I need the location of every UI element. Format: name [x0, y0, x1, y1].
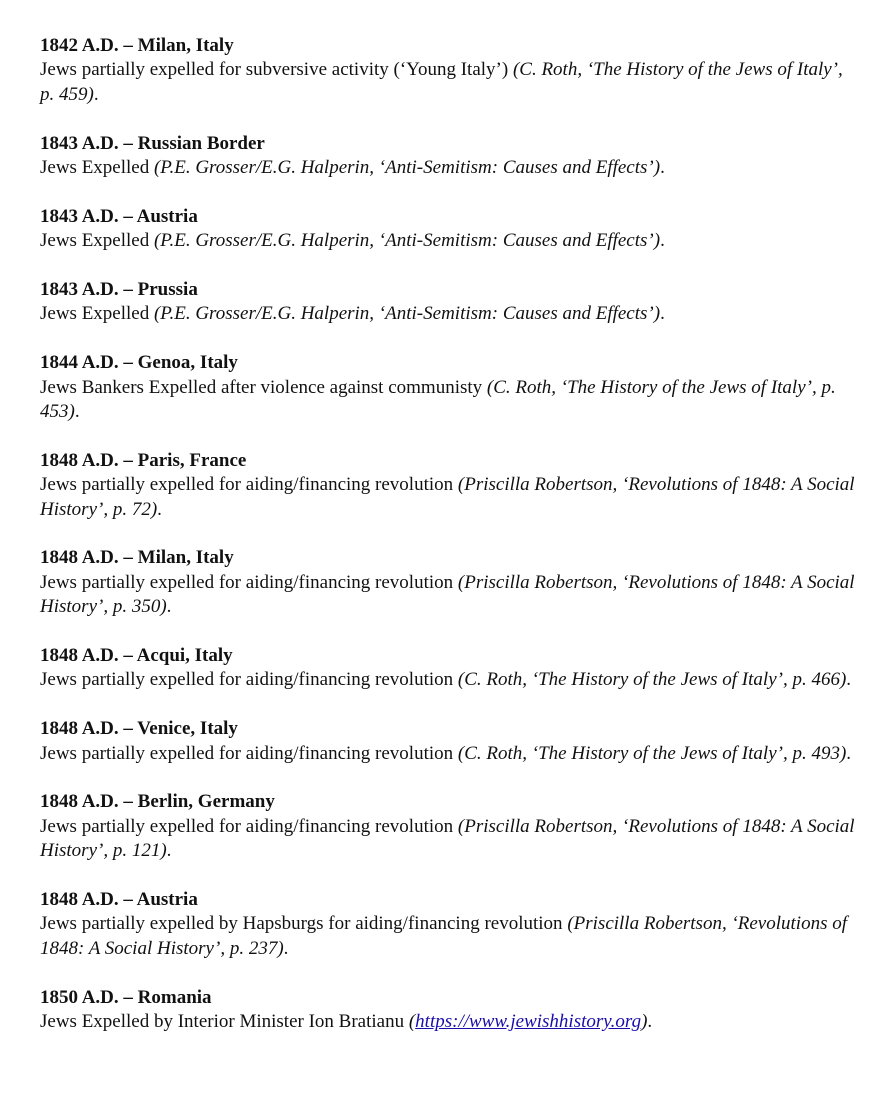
entry-end: .	[157, 498, 162, 520]
entry-citation: (P.E. Grosser/E.G. Halperin, ‘Anti-Semitism: Causes and Effects’)	[153, 157, 661, 179]
entry	[40, 351, 855, 424]
entry-citation: (P.E. Grosser/E.G. Halperin, ‘Anti-Semitism: Causes and Effects’)	[153, 230, 661, 252]
entry-citation: (C. Roth, ‘The History of the Jews of Italy’, p. 453)	[40, 376, 836, 423]
entry-end: .	[660, 303, 665, 325]
entry	[40, 205, 855, 254]
entry-text: Jews Expelled	[40, 303, 154, 325]
entry	[40, 888, 855, 961]
entry-text: Jews Bankers Expelled after violence against communisty	[40, 376, 487, 398]
entry-text: Jews partially expelled for aiding/financing revolution	[40, 815, 458, 837]
entry-end: .	[647, 1011, 653, 1033]
entry-citation: (C. Roth, ‘The History of the Jews of Italy’, p. 493)	[457, 742, 847, 764]
entry-citation: (Priscilla Robertson, ‘Revolutions of 1848: A Social History’, p. 237)	[40, 913, 847, 959]
entry-text: Jews partially expelled for aiding/financing revolution	[40, 474, 458, 496]
entry	[40, 790, 855, 863]
entry-heading: 1848 A.D. – Milan, Italy	[40, 547, 234, 569]
entry-1850-romania	[40, 986, 855, 1035]
entry	[40, 34, 855, 107]
entry	[40, 278, 855, 327]
entry-heading: 1850 A.D. – Romania	[40, 986, 212, 1008]
entry-citation: (C. Roth, ‘The History of the Jews of Italy’, p. 459)	[40, 59, 843, 105]
entry-citation: (P.E. Grosser/E.G. Halperin, ‘Anti-Semitism: Causes and Effects’)	[153, 303, 661, 325]
entry-heading: 1843 A.D. – Austria	[40, 205, 198, 227]
entry-heading: 1848 A.D. – Paris, France	[40, 449, 247, 471]
entry-text: Jews Expelled by Interior Minister Ion Bratianu	[40, 1011, 409, 1033]
entry-text: Jews partially expelled for aiding/financing revolution	[40, 669, 458, 691]
entry-heading: 1844 A.D. – Genoa, Italy	[40, 352, 238, 374]
entry-text: Jews partially expelled for aiding/financing revolution	[40, 571, 458, 593]
entry-citation: (Priscilla Robertson, ‘Revolutions of 1848: A Social History’, p. 72)	[40, 474, 855, 520]
entry	[40, 132, 855, 181]
entry-end: .	[660, 230, 665, 252]
entry-end: .	[166, 596, 172, 618]
entry	[40, 644, 855, 693]
entry-end: .	[846, 669, 852, 691]
entry	[40, 717, 855, 766]
entry-text: Jews Expelled	[40, 230, 154, 252]
entry-heading: 1848 A.D. – Acqui, Italy	[40, 645, 233, 667]
entry-end: .	[166, 840, 172, 862]
entry-text: Jews partially expelled by Hapsburgs for aiding/financing revolution	[40, 913, 568, 935]
entry-end: .	[93, 83, 99, 105]
citation-close: )	[641, 1011, 648, 1033]
entry-end: .	[74, 401, 80, 423]
citation-open: (	[408, 1011, 416, 1033]
document-body	[40, 34, 855, 1059]
entry-heading: 1843 A.D. – Russian Border	[40, 132, 265, 154]
entry-end: .	[660, 157, 665, 179]
entry-citation: (Priscilla Robertson, ‘Revolutions of 1848: A Social History’, p. 121)	[40, 815, 855, 862]
entry-text: Jews partially expelled for subversive activity (‘Young Italy’)	[40, 59, 513, 81]
entry-text: Jews partially expelled for aiding/financing revolution	[40, 742, 458, 764]
entry-text: Jews Expelled	[40, 157, 154, 179]
entry-end: .	[283, 937, 289, 959]
entry	[40, 546, 855, 619]
entry-heading: 1848 A.D. – Venice, Italy	[40, 718, 238, 740]
entry-end: .	[846, 742, 852, 764]
entry-heading: 1848 A.D. – Berlin, Germany	[40, 791, 275, 813]
entry-heading: 1848 A.D. – Austria	[40, 889, 198, 911]
jewishhistory-link[interactable]: https://www.jewishhistory.org	[415, 1011, 642, 1033]
entry-heading: 1843 A.D. – Prussia	[40, 279, 198, 301]
entry-citation: (C. Roth, ‘The History of the Jews of Italy’, p. 466)	[457, 669, 847, 691]
entry-heading: 1842 A.D. – Milan, Italy	[40, 35, 234, 56]
entry-citation: (Priscilla Robertson, ‘Revolutions of 1848: A Social History’, p. 350)	[40, 571, 855, 618]
entry	[40, 449, 855, 522]
